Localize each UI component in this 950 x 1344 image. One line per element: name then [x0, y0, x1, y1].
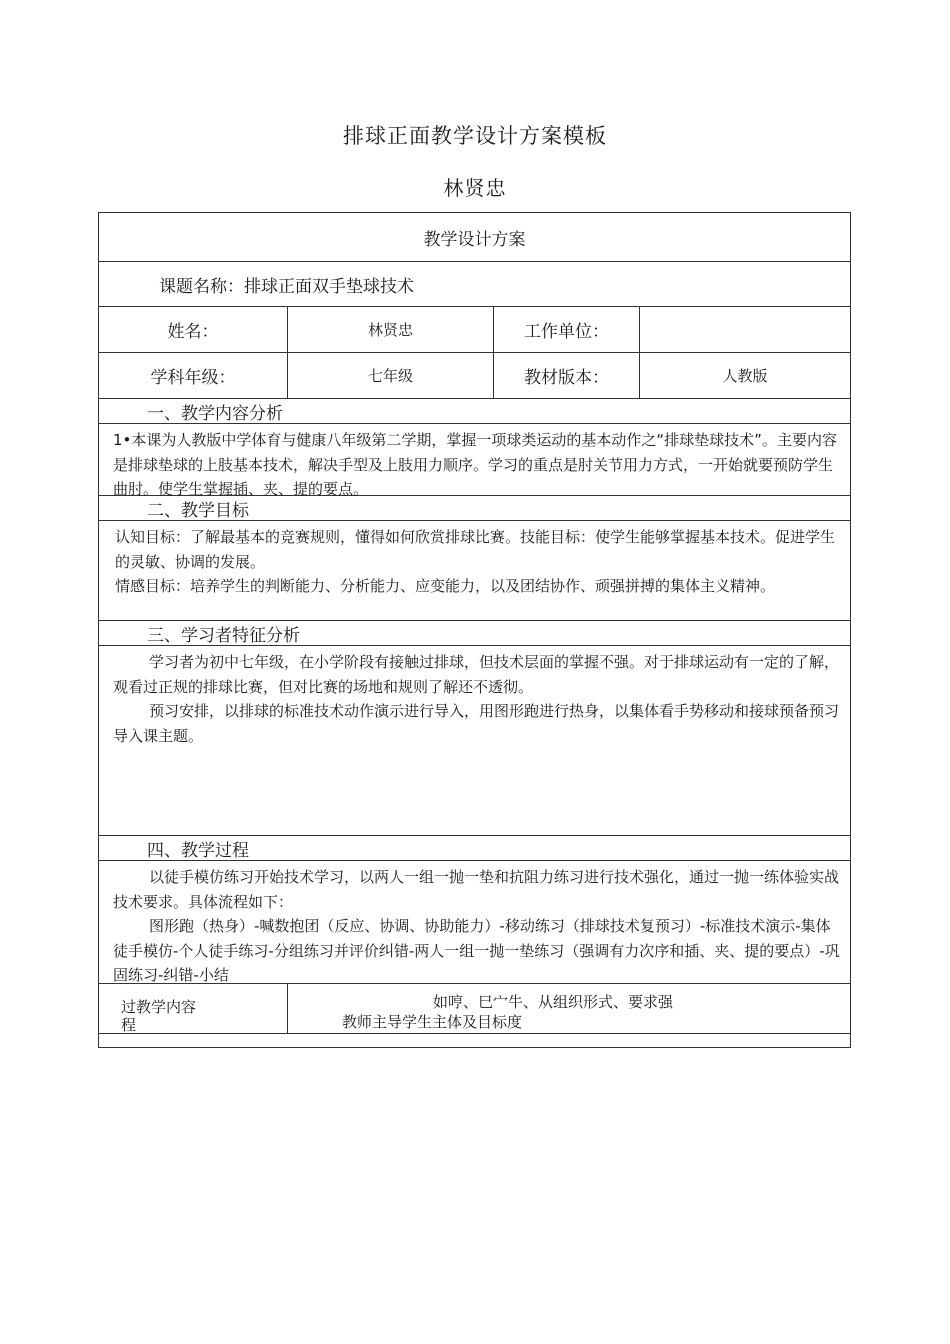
- name-value: 林贤忠: [288, 307, 494, 352]
- process-right-line2: 教师主导学生主体及目标度: [342, 1013, 523, 1031]
- section-paragraph: 情感目标：培养学生的判断能力、分析能力、应变能力，以及团结协作、顽强拼搏的集体主义精神。: [115, 577, 776, 595]
- name-label: 姓名：: [99, 307, 288, 352]
- section-heading-teaching-process: [99, 836, 850, 861]
- process-row: [99, 984, 850, 1034]
- topic-text: 课题名称：排球正面双手垫球技术: [159, 276, 414, 297]
- unit-value: [640, 307, 850, 352]
- section-heading: 三、学习者特征分析: [147, 625, 300, 646]
- table-header-row: [99, 213, 850, 262]
- grade-label: 学科年级：: [99, 353, 288, 398]
- topic-row: [99, 262, 850, 307]
- edition-value: 人教版: [722, 367, 768, 385]
- edition-label: 教材版本：: [494, 353, 640, 398]
- section-paragraph: 1•本课为人教版中学体育与健康八年级第二学期，掌握一项球类运动的基本动作之“排球垫球技术”。主要内容是排球垫球的上肢基本技术，解决手型及上肢用力顺序。学习的重点是肘关节用力方式，一开始就要预防学生曲肘。使学生掌握插、夹、提的要点。: [113, 431, 837, 498]
- document-author: 林贤忠: [443, 176, 507, 200]
- name-row: [99, 307, 850, 353]
- process-right-line1: 如哼、巳宀牛、从组织形式、要求强: [433, 993, 674, 1011]
- unit-label: 工作单位：: [494, 307, 640, 352]
- process-left-line1: 过教学内容: [121, 998, 197, 1016]
- section-body-content-analysis: [99, 424, 850, 496]
- empty-row: [99, 1034, 850, 1047]
- process-left-cell: [99, 984, 288, 1033]
- process-right-cell: [288, 984, 850, 1033]
- section-heading-teaching-goals: [99, 496, 850, 521]
- section-paragraph: 预习安排，以排球的标准技术动作演示进行导入，用图形跑进行热身，以集体看手势移动和接球预备预习导入课主题。: [113, 702, 840, 745]
- section-body-learner-analysis: [99, 646, 850, 836]
- section-paragraph: 图形跑（热身）-喊数抱团（反应、协调、协助能力）-移动练习（排球技术复预习）-标准技术演示-集体徒手模仿-个人徒手练习-分组练习并评价纠错-两人一组一抛一垫练习（强调有力次序和插、夹、提的要点）-巩固练习-纠错-小结: [113, 917, 840, 984]
- section-heading: 二、教学目标: [147, 500, 249, 521]
- section-heading: 四、教学过程: [147, 840, 249, 861]
- section-heading-learner-analysis: [99, 621, 850, 646]
- section-paragraph: 认知目标：了解最基本的竞赛规则，懂得如何欣赏排球比赛。技能目标：使学生能够掌握基本技术。促进学生的灵敏、协调的发展。: [115, 528, 836, 571]
- section-heading-content-analysis: [99, 399, 850, 424]
- section-body-teaching-process: [99, 861, 850, 984]
- document-title: 排球正面教学设计方案模板: [343, 124, 607, 148]
- section-paragraph: 学习者为初中七年级，在小学阶段有接触过排球，但技术层面的掌握不强。对于排球运动有一定的了解，观看过正规的排球比赛，但对比赛的场地和规则了解还不透彻。: [113, 653, 840, 696]
- section-heading: 一、教学内容分析: [147, 403, 283, 424]
- plan-table: [98, 212, 851, 1048]
- grade-row: [99, 353, 850, 399]
- section-body-teaching-goals: [99, 521, 850, 621]
- grade-value: 七年级: [288, 353, 494, 398]
- table-header: 教学设计方案: [423, 229, 526, 250]
- process-left-line2: 程: [121, 1016, 137, 1034]
- section-paragraph: 以徒手模仿练习开始技术学习，以两人一组一抛一垫和抗阻力练习进行技术强化，通过一抛一练体验实战技术要求。具体流程如下：: [113, 868, 840, 911]
